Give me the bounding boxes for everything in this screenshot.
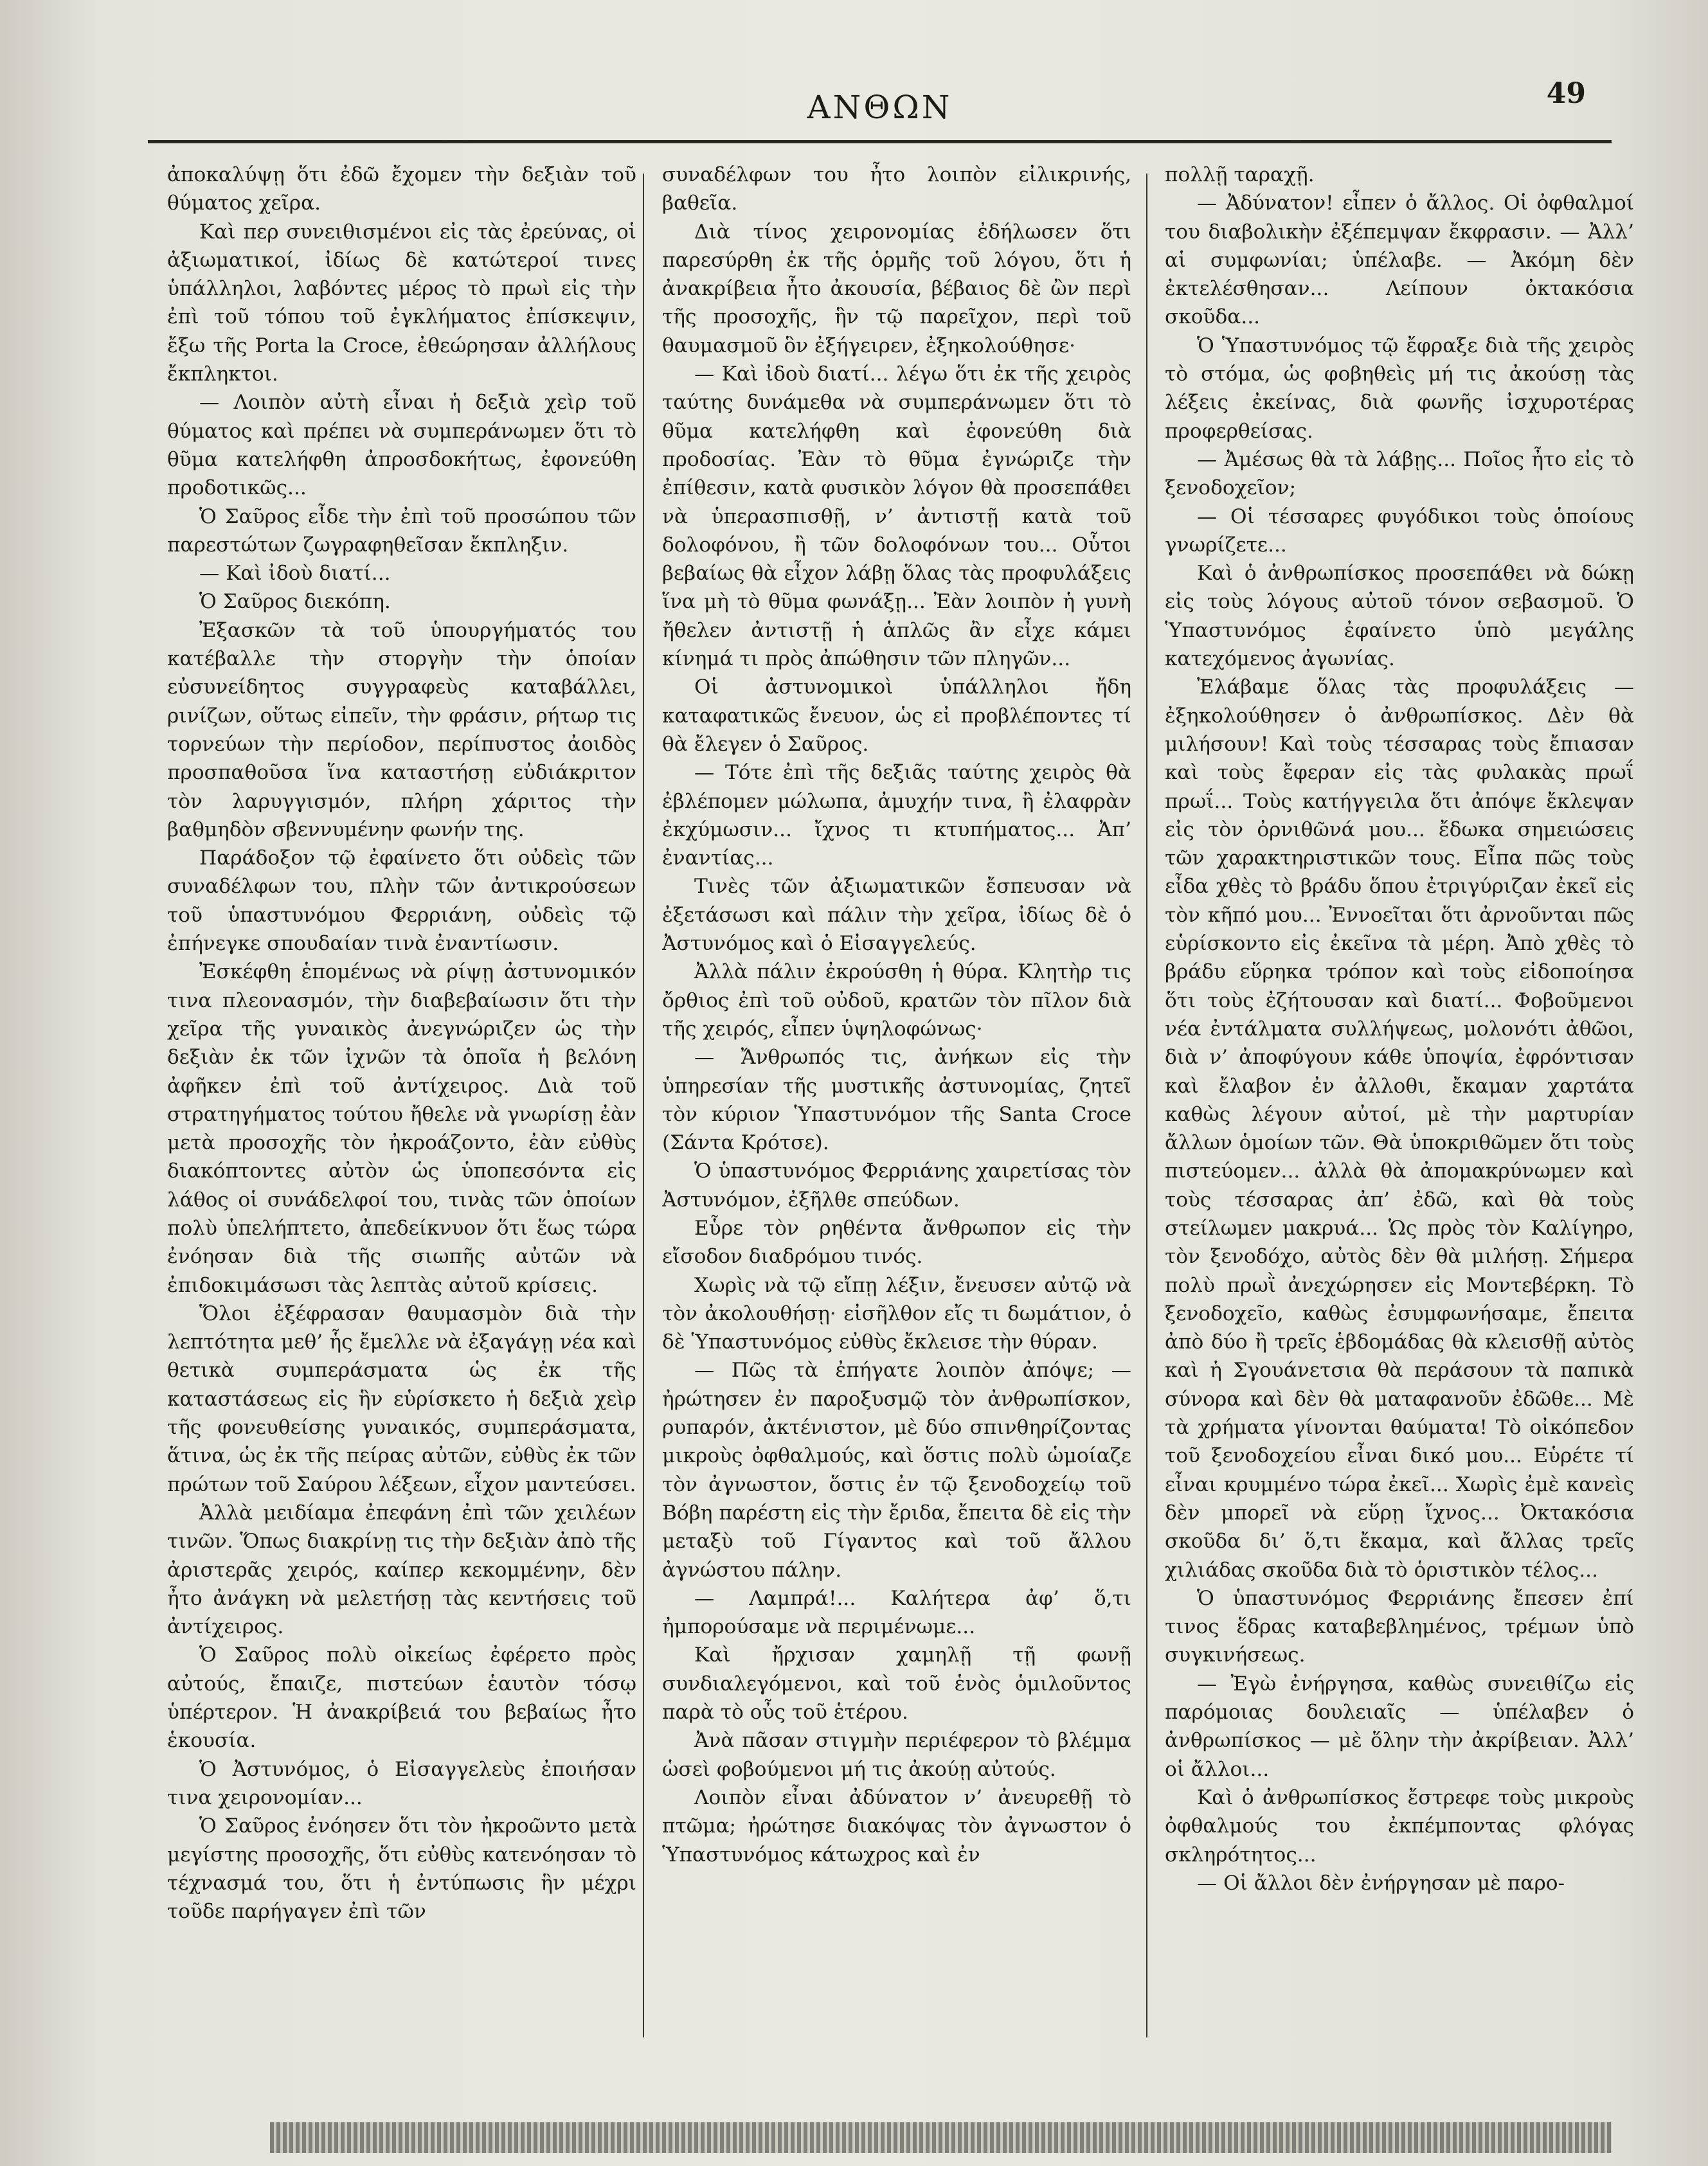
column-divider [643, 174, 644, 2037]
article-paragraph: Ὁ Σαῦρος εἶδε τὴν ἐπὶ τοῦ προσώπου τῶν παρεστώτων ζωγραφηθεῖσαν ἔκπληξιν. [167, 505, 636, 557]
article-paragraph: συναδέλφων του ἦτο λοιπὸν εἰλικρινής, βαθεῖα. [662, 163, 1131, 215]
text-column-3 [1165, 161, 1634, 2089]
article-paragraph: Ἐλάβαμε ὅλας τὰς προφυλάξεις — ἐξηκολούθησεν ὁ ἀνθρωπίσκος. Δὲν θὰ μιλήσουν! Καὶ τοὺς τέσσαρας τοὺς ἔπιασαν καὶ τοὺς ἔφεραν εἰς τὰς φυλακὰς πρωΐ πρωΐ... Τοὺς κατήγγειλα ὅτι ἀπόψε ἔκλεψαν εἰς τὸν ὀρνιθῶνά μου... ἔδωκα σημειώσεις τῶν χαρακτηριστικῶν τους. Εἶπα πῶς τοὺς εἶδα χθὲς τὸ βράδυ ὅπου ἐτριγύριζαν ἐκεῖ εἰς τὸν κῆπό μου... Ἐννοεῖται ὅτι ἀρνοῦνται πῶς εὑρίσκοντο εἰς ἐκεῖνα τὰ μέρη. Ἀπὸ χθὲς τὸ βράδυ εὕρηκα τρόπον καὶ τοὺς εἰδοποίησα ὅτι τοὺς ἐζήτουσαν καὶ διατί... Φοβοῦμενοι νέα ἐντάλματα συλλήψεως, μολονότι ἀθῶοι, διὰ ν’ ἀποφύγουν κάθε ὑποψία, ἐφρόντισαν καὶ ἔλαβον ἐν ἀλλοθι, ἔκαμαν χαρτάτα καθὼς λέγουν αὐτοί, μὲ τὴν μαρτυρίαν ἄλλων ὁμοίων τῶν. Θὰ ὑποκριθῶμεν ὅτι τοὺς πιστεύομεν... ἀλλὰ θὰ ἀπομακρύνωμεν καὶ τοὺς τέσσαρας ἀπ’ ἐδῶ, καὶ θὰ τοὺς στείλωμεν μακρυά... Ὡς πρὸς τὸν Καλίγηρο, τὸν ξενοδόχο, αὐτὸς δὲν θὰ μιλήσῃ. Σήμερα πολὺ πρωῒ ἀνεχώρησεν εἰς Μοντεβέρκη. Τὸ ξενοδοχεῖο, καθὼς ἐσυμφωνήσαμε, ἔπειτα ἀπὸ δύο ἢ τρεῖς ἑβδομάδας θὰ κλεισθῇ αὐτὸς καὶ ἡ Σγουάνετσια θὰ περάσουν τὰ παπικὰ σύνορα καὶ δὲν θὰ ματαφανοῦν ἐδῶθε... Μὲ τὰ χρήματα γίνονται θαύματα! Τὸ οἰκόπεδον τοῦ ξενοδοχείου εἶναι δικό μου... Εὑρέτε τί εἶναι κρυμμένο τώρα ἐκεῖ... Χωρὶς ἐμὲ κανεὶς δὲν μπορεῖ νὰ εὕρῃ ἴχνος... Ὀκτακόσια σκοῦδα δι’ ὅ,τι ἔκαμα, καὶ ἄλλας τρεῖς χιλιάδας σκοῦδα διὰ τὸ ὁριστικὸν τέλος... [1165, 676, 1634, 1582]
article-paragraph: — Λοιπὸν αὐτὴ εἶναι ἡ δεξιὰ χεὶρ τοῦ θύματος καὶ πρέπει νὰ συμπεράνωμεν ὅτι τὸ θῦμα κατελήφθη ἀπροσδοκήτως, ἐφονεύθη προδοτικῶς... [167, 391, 636, 500]
article-paragraph: Λοιπὸν εἶναι ἀδύνατον ν’ ἀνευρεθῇ τὸ πτῶμα; ἠρώτησε διακόψας τὸν ἀγνωστον ὁ Ὑπαστυνόμος κάτωχρος καὶ ἐν [662, 1786, 1131, 1866]
article-paragraph: Ὁ Σαῦρος διεκόπη. [199, 590, 391, 614]
article-paragraph: — Πῶς τὰ ἐπήγατε λοιπὸν ἀπόψε; — ἠρώτησεν ἐν παροξυσμῷ τὸν ἀνθρωπίσκον, ρυπαρόν, ἀκτένιστον, μὲ δύο σπινθηρίζοντας μικροὺς ὀφθαλμούς, καὶ ὅστις πολὺ ὡμοίαζε τὸν ἀγνωστον, ὅστις ἐν τῷ ξενοδοχείῳ τοῦ Βόβη παρέστη εἰς τὴν ἔριδα, ἔπειτα δὲ εἰς τὴν μεταξὺ τοῦ Γίγαντος καὶ τοῦ ἄλλου ἀγνώστου πάλην. [662, 1359, 1131, 1582]
article-paragraph: — Καὶ ἰδοὺ διατί... λέγω ὅτι ἐκ τῆς χειρὸς ταύτης δυνάμεθα νὰ συμπεράνωμεν ὅτι τὸ θῦμα κατελήφθη καὶ ἐφονεύθη διὰ προδοσίας. Ἐὰν τὸ θῦμα ἐγνώριζε τὴν ἐπίθεσιν, κατὰ φυσικὸν λόγον θὰ προσεπάθει νὰ ὑπερασπισθῇ, ν’ ἀντιστῇ κατὰ τοῦ δολοφόνου, ἢ τῶν δολοφόνων του... Οὗτοι βεβαίως θὰ εἶχον λάβῃ ὅλας τὰς προφυλάξεις ἵνα μὴ τὸ θῦμα φωνάξῃ... Ἐὰν λοιπὸν ἡ γυνὴ ἤθελεν ἀντιστῇ ἡ ἁπλῶς ἂν εἶχε κάμει κίνημά τι πρὸς ἀπώθησιν τῶν πληγῶν... [662, 362, 1131, 671]
text-column-1 [167, 161, 636, 2089]
page-title: ΑΝΘΩΝ [807, 89, 953, 126]
bleed-through-band [270, 2122, 1612, 2153]
article-paragraph: Ἀλλὰ πάλιν ἐκρούσθη ἡ θύρα. Κλητὴρ τις ὄρθιος ἐπὶ τοῦ οὐδοῦ, κρατῶν τὸν πῖλον διὰ τῆς χειρός, εἶπεν ὑψηλοφώνως· [662, 960, 1131, 1041]
article-paragraph: Ἀνὰ πᾶσαν στιγμὴν περιέφερον τὸ βλέμμα ὡσεὶ φοβούμενοι μή τις ἀκούῃ αὐτούς. [662, 1729, 1131, 1781]
article-paragraph: πολλῇ ταραχῇ. [1165, 163, 1315, 186]
article-paragraph: Καὶ ὁ ἀνθρωπίσκος προσεπάθει νὰ δώκῃ εἰς τοὺς λόγους αὐτοῦ τόνον σεβασμοῦ. Ὁ Ὑπαστυνόμος ἐφαίνετο ὑπὸ μεγάλης κατεχόμενος ἀγωνίας. [1165, 562, 1634, 671]
column-divider [1146, 174, 1147, 2037]
article-paragraph: — Οἱ τέσσαρες φυγόδικοι τοὺς ὁποίους γνωρίζετε... [1165, 505, 1634, 557]
article-paragraph: Χωρὶς νὰ τῷ εἴπῃ λέξιν, ἔνευσεν αὐτῷ νὰ τὸν ἀκολουθήσῃ· εἰσῆλθον εἴς τι δωμάτιον, ὁ δὲ Ὑπαστυνόμος εὐθὺς ἔκλεισε τὴν θύραν. [662, 1273, 1131, 1354]
article-paragraph: — Οἱ ἄλλοι δὲν ἐνήργησαν μὲ παρο- [1197, 1871, 1565, 1895]
article-paragraph: — Λαμπρά!... Καλήτερα ἀφ’ ὅ,τι ἠμπορούσαμε νὰ περιμένωμε... [662, 1586, 1131, 1639]
article-paragraph: Ἐξασκῶν τὰ τοῦ ὑπουργήματός του κατέβαλλε τὴν στοργὴν τὴν ὁποίαν εὐσυνείδητος συγγραφεὺς καταβάλλει, ρινίζων, οὕτως εἰπεῖν, τὴν φράσιν, ρήτωρ τις τορνεύων τὴν περίοδον, περίπυστος ἀοιδὸς προσπαθοῦσα ἵνα καταστήσῃ εὐδιάκριτον τὸν λαρυγγισμόν, πλήρη χάριτος τὴν βαθμηδὸν σβεννυμένην φωνήν της. [167, 618, 636, 841]
article-paragraph: — Ἀμέσως θὰ τὰ λάβῃς... Ποῖος ἦτο εἰς τὸ ξενοδοχεῖον; [1165, 447, 1634, 500]
text-column-2 [662, 161, 1131, 2089]
article-paragraph: Διὰ τίνος χειρονομίας ἐδήλωσεν ὅτι παρεσύρθη ἐκ τῆς ὁρμῆς τοῦ λόγου, ὅτι ἡ ἀνακρίβεια ἦτο ἀκουσία, βέβαιος δὲ ὢν περὶ τῆς προσοχῆς, ἣν τῷ παρεῖχον, περὶ τοῦ θαυμασμοῦ ὃν ἐξήγειρεν, ἐξηκολούθησε· [662, 220, 1131, 357]
article-paragraph: Ὁ ὑπαστυνόμος Φερριάνης χαιρετίσας τὸν Ἀστυνόμον, ἐξῆλθε σπεύδων. [662, 1159, 1131, 1212]
article-paragraph: Ὁ Ὑπαστυνόμος τῷ ἔφραξε διὰ τῆς χειρὸς τὸ στόμα, ὡς φοβηθεὶς μή τις ἀκούσῃ τὰς λέξεις ἐκείνας, διὰ φωνῆς ἰσχυροτέρας προφερθείσας. [1165, 334, 1634, 443]
article-paragraph: Τινὲς τῶν ἀξιωματικῶν ἔσπευσαν νὰ ἐξετάσωσι καὶ πάλιν τὴν χεῖρα, ἰδίως δὲ ὁ Ἀστυνόμος καὶ ὁ Εἰσαγγελεύς. [662, 875, 1131, 956]
header-rule [148, 140, 1612, 143]
article-paragraph: Ὁ Ἀστυνόμος, ὁ Εἰσαγγελεὺς ἐποιήσαν τινα χειρονομίαν... [167, 1757, 636, 1809]
article-paragraph: Καὶ περ συνειθισμένοι εἰς τὰς ἐρεύνας, οἱ ἀξιωματικοί, ἰδίως δὲ κατώτεροί τινες ὑπάλληλοι, λαβόντες μέρος τὸ πρωὶ εἰς τὴν ἐπὶ τοῦ τόπου τοῦ ἐγκλήματος ἐπίσκεψιν, ἔξω τῆς Porta la Croce, ἐθεώρησαν ἀλλήλους ἔκπληκτοι. [167, 220, 636, 386]
article-paragraph: — Ἀδύνατον! εἶπεν ὁ ἄλλος. Οἱ ὀφθαλμοί του διαβολικὴν ἐξέπεμψαν ἔκφρασιν. — Ἀλλ’ αἱ συμφωνίαι; ὑπέλαβε. — Ἀκόμη δὲν ἐκτελέσθησαν... Λείπουν ὀκτακόσια σκοῦδα... [1165, 192, 1634, 329]
article-paragraph: Παράδοξον τῷ ἐφαίνετο ὅτι οὐδεὶς τῶν συναδέλφων του, πλὴν τῶν ἀντικρούσεων τοῦ ὑπαστυνόμου Φερριάνη, οὐδεὶς τῷ ἐπήνεγκε σπουδαίαν τινὰ ἐναντίωσιν. [167, 846, 636, 956]
article-paragraph: Εὗρε τὸν ρηθέντα ἄνθρωπον εἰς τὴν εἴσοδον διαδρόμου τινός. [662, 1216, 1131, 1269]
article-paragraph: — Καὶ ἰδοὺ διατί... [199, 562, 391, 586]
page-header [148, 77, 1612, 148]
article-paragraph: Ἀλλὰ μειδίαμα ἐπεφάνη ἐπὶ τῶν χειλέων τινῶν. Ὅπως διακρίνῃ τις τὴν δεξιὰν ἀπὸ τῆς ἀριστερᾶς χειρός, καίπερ κεκομμένην, δὲν ἦτο ἀνάγκη νὰ μελετήσῃ τὰς κεντήσεις τοῦ ἀντίχειρος. [167, 1501, 636, 1639]
article-paragraph: — Ἄνθρωπός τις, ἀνήκων εἰς τὴν ὑπηρεσίαν τῆς μυστικῆς ἀστυνομίας, ζητεῖ τὸν κύριον Ὑπαστυνόμον τῆς Santa Croce (Σάντα Κρότσε). [662, 1046, 1131, 1155]
article-paragraph: ἀποκαλύψῃ ὅτι ἐδῶ ἔχομεν τὴν δεξιὰν τοῦ θύματος χεῖρα. [167, 163, 636, 215]
article-paragraph: — Τότε ἐπὶ τῆς δεξιᾶς ταύτης χειρὸς θὰ ἐβλέπομεν μώλωπα, ἀμυχήν τινα, ἢ ἐλαφρὰν ἐκχύμωσιν... ἴχνος τι κτυπήματος... Ἀπ’ ἐναντίας... [662, 761, 1131, 870]
article-paragraph: Ὁ ὑπαστυνόμος Φερριάνης ἔπεσεν ἐπί τινος ἕδρας καταβεβλημένος, τρέμων ὑπὸ συγκινήσεως. [1165, 1586, 1634, 1667]
article-paragraph: Οἱ ἀστυνομικοὶ ὑπάλληλοι ἤδη καταφατικῶς ἔνευον, ὡς εἰ προβλέποντες τί θὰ ἔλεγεν ὁ Σαῦρος. [662, 676, 1131, 756]
page-number: 49 [1546, 77, 1586, 110]
article-paragraph: Ὅλοι ἐξέφρασαν θαυμασμὸν διὰ τὴν λεπτότητα μεθ’ ἧς ἔμελλε νὰ ἐξαγάγῃ νέα καὶ θετικὰ συμπεράσματα ὡς ἐκ τῆς καταστάσεως εἰς ἣν εὑρίσκετο ἡ δεξιὰ χεὶρ τῆς φονευθείσης γυναικός, συμπεράσματα, ἅτινα, ὡς ἐκ τῆς πείρας αὐτῶν, εὐθὺς ἐκ τῶν πρώτων τοῦ Σαύρου λέξεων, εἶχον μαντεύσει. [167, 1302, 636, 1496]
article-paragraph: Ὁ Σαῦρος πολὺ οἰκείως ἐφέρετο πρὸς αὐτούς, ἔπαιζε, πιστεύων ἑαυτὸν τόσῳ ὑπέρτερον. Ἡ ἀνακρίβειά του βεβαίως ἦτο ἑκουσία. [167, 1643, 636, 1753]
article-paragraph: Καὶ ὁ ἀνθρωπίσκος ἔστρεφε τοὺς μικροὺς ὀφθαλμούς του ἐκπέμποντας φλόγας σκληρότητος... [1165, 1786, 1634, 1866]
article-paragraph: Ὁ Σαῦρος ἐνόησεν ὅτι τὸν ἠκροῶντο μετὰ μεγίστης προσοχῆς, ὅτι εὐθὺς κατενόησαν τὸ τέχνασμά του, ὅτι ἡ ἐντύπωσις ἣν μέχρι τοῦδε παρήγαγεν ἐπὶ τῶν [167, 1814, 636, 1924]
article-paragraph: — Ἐγὼ ἐνήργησα, καθὼς συνειθίζω εἰς παρόμοιας δουλειαῖς — ὑπέλαβεν ὁ ἀνθρωπίσκος — μὲ ὅλην τὴν ἀκρίβειαν. Ἀλλ’ οἱ ἄλλοι... [1165, 1672, 1634, 1781]
article-paragraph: Καὶ ἤρχισαν χαμηλῇ τῇ φωνῇ συνδιαλεγόμενοι, καὶ τοῦ ἑνὸς ὁμιλοῦντος παρὰ τὸ οὖς τοῦ ἑτέρου. [662, 1643, 1131, 1724]
article-paragraph: Ἐσκέφθη ἑπομένως νὰ ρίψῃ ἀστυνομικόν τινα πλεονασμόν, τὴν διαβεβαίωσιν ὅτι τὴν χεῖρα τῆς γυναικὸς ἀνεγνώριζεν ὡς τὴν δεξιὰν ἐκ τῶν ἰχνῶν τὰ ὁποῖα ἡ βελόνη ἀφῆκεν ἐπὶ τοῦ ἀντίχειρος. Διὰ τοῦ στρατηγήματος τούτου ἤθελε νὰ γνωρίσῃ ἐὰν μετὰ προσοχῆς τὸν ἠκροάζοντο, ἐὰν εὐθὺς διακόπτοντες αὐτὸν ὡς ὑποπεσόντα εἰς λάθος οἱ συνάδελφοί του, τινὰς τῶν ὁποίων πολὺ ὑπελήπτετο, ἀπεδείκνυον ὅτι ἕως τώρα ἐνόησαν διὰ τῆς σιωπῆς αὐτῶν νὰ ἐπιδοκιμάσωσι τὰς λεπτὰς αὐτοῦ κρίσεις. [167, 960, 636, 1297]
